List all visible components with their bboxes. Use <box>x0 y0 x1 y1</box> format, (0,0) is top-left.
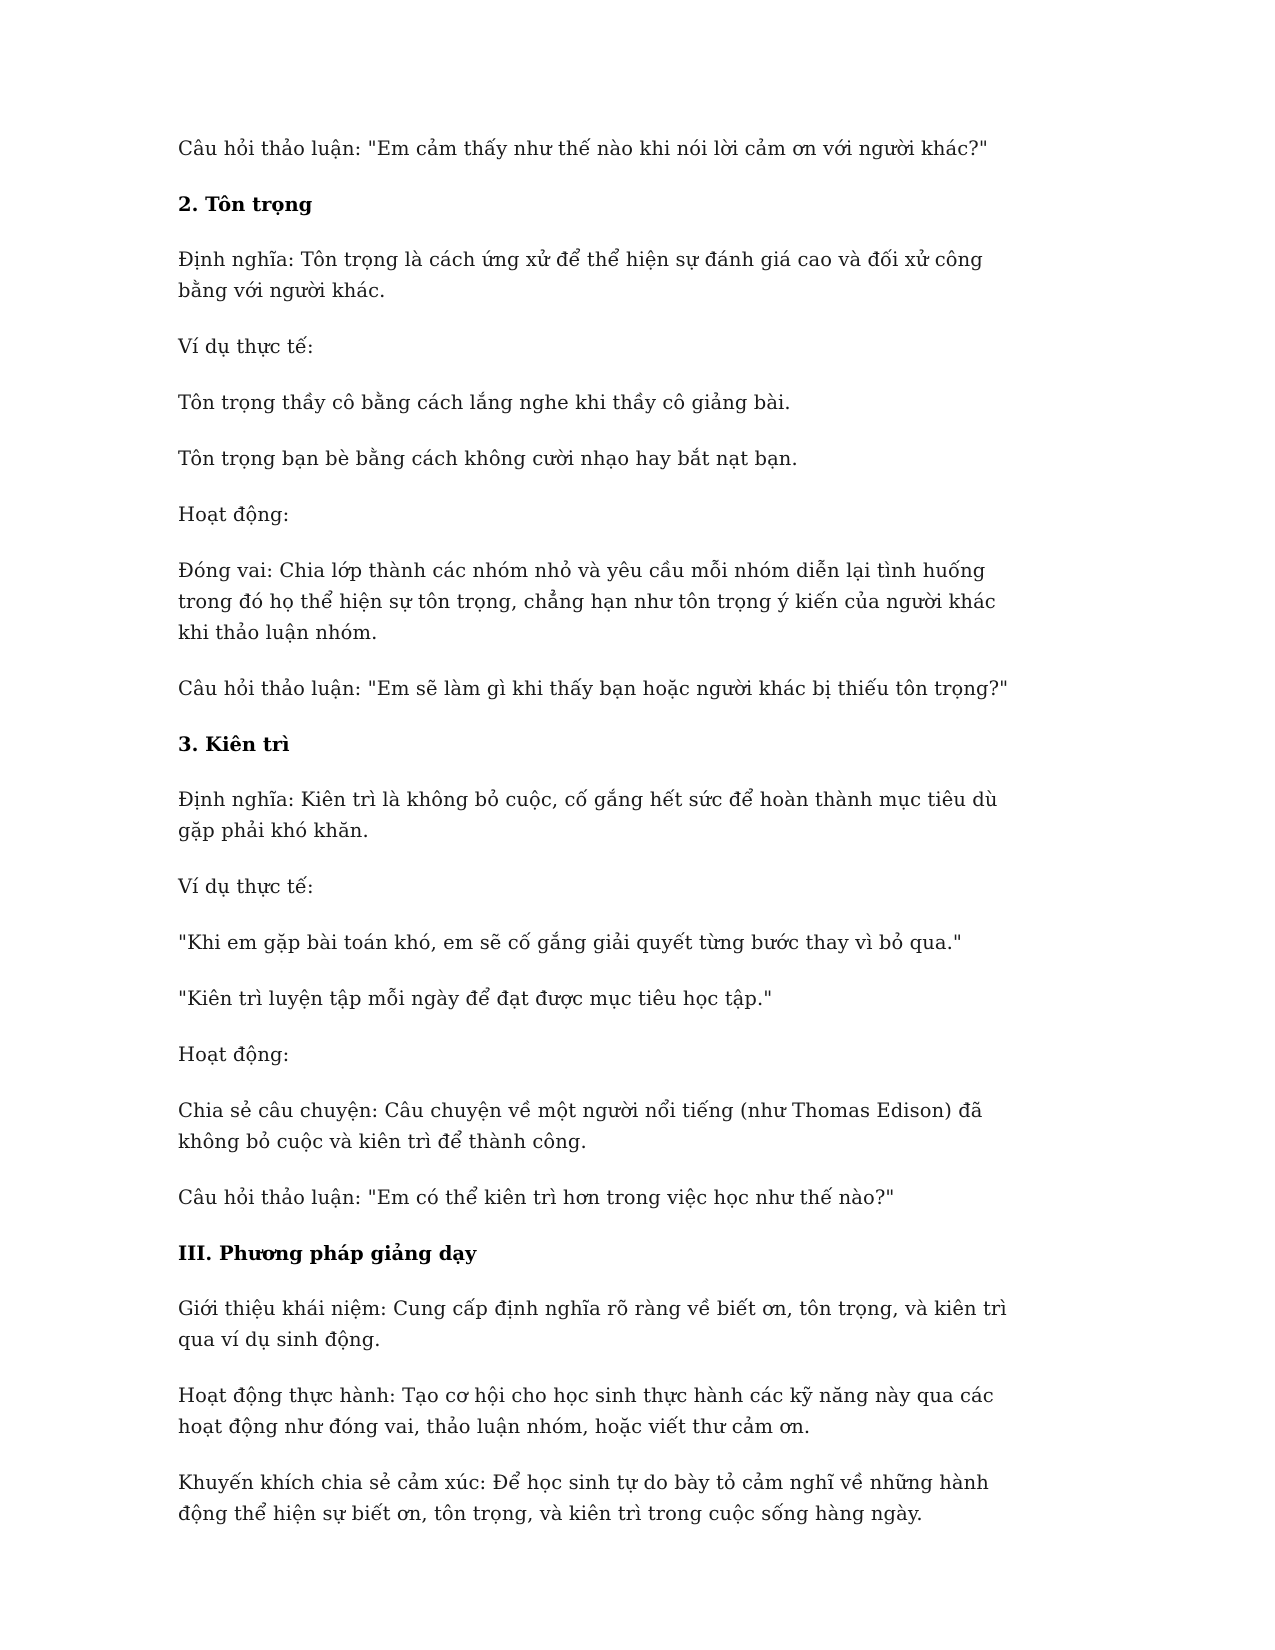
heading-section-3-kien-tri: 3. Kiên trì <box>178 733 290 756</box>
paragraph-definition-perseverance: Định nghĩa: Kiên trì là không bỏ cuộc, cố gắng hết sức để hoàn thành mục tiêu dù gặp phải khó khăn. <box>178 788 998 842</box>
paragraph-activity-story-sharing: Chia sẻ câu chuyện: Câu chuyện về một người nổi tiếng (như Thomas Edison) đã không bỏ cuộc và kiên trì để thành công. <box>178 1099 983 1153</box>
paragraph-discussion-question-gratitude: Câu hỏi thảo luận: "Em cảm thấy như thế nào khi nói lời cảm ơn với người khác?" <box>178 137 988 160</box>
heading-section-2-ton-trong: 2. Tôn trọng <box>178 193 313 216</box>
paragraph-example-perseverance-math: "Khi em gặp bài toán khó, em sẽ cố gắng giải quyết từng bước thay vì bỏ qua." <box>178 931 962 954</box>
paragraph-method-encourage-sharing: Khuyến khích chia sẻ cảm xúc: Để học sinh tự do bày tỏ cảm nghĩ về những hành động thể hiện sự biết ơn, tôn trọng, và kiên trì trong cuộc sống hàng ngày. <box>178 1471 989 1525</box>
paragraph-label-examples-respect: Ví dụ thực tế: <box>178 335 314 358</box>
paragraph-discussion-question-respect: Câu hỏi thảo luận: "Em sẽ làm gì khi thấy bạn hoặc người khác bị thiếu tôn trọng?" <box>178 677 1009 700</box>
paragraph-discussion-question-perseverance: Câu hỏi thảo luận: "Em có thể kiên trì hơn trong việc học như thế nào?" <box>178 1186 895 1209</box>
heading-section-3-phuong-phap-giang-day: III. Phương pháp giảng dạy <box>178 1242 477 1265</box>
paragraph-example-respect-friends: Tôn trọng bạn bè bằng cách không cười nhạo hay bắt nạt bạn. <box>178 447 798 470</box>
paragraph-method-practice-activities: Hoạt động thực hành: Tạo cơ hội cho học sinh thực hành các kỹ năng này qua các hoạt động như đóng vai, thảo luận nhóm, hoặc viết thư cảm ơn. <box>178 1384 994 1438</box>
paragraph-label-activity-respect: Hoạt động: <box>178 503 290 526</box>
paragraph-definition-respect: Định nghĩa: Tôn trọng là cách ứng xử để thể hiện sự đánh giá cao và đối xử công bằng với người khác. <box>178 248 983 302</box>
paragraph-label-activity-perseverance: Hoạt động: <box>178 1043 290 1066</box>
paragraph-method-introduce-concepts: Giới thiệu khái niệm: Cung cấp định nghĩa rõ ràng về biết ơn, tôn trọng, và kiên trì qua ví dụ sinh động. <box>178 1297 1007 1351</box>
paragraph-example-perseverance-practice: "Kiên trì luyện tập mỗi ngày để đạt được mục tiêu học tập." <box>178 987 773 1010</box>
paragraph-example-respect-teacher: Tôn trọng thầy cô bằng cách lắng nghe khi thầy cô giảng bài. <box>178 391 791 414</box>
paragraph-label-examples-perseverance: Ví dụ thực tế: <box>178 875 314 898</box>
paragraph-activity-roleplay-respect: Đóng vai: Chia lớp thành các nhóm nhỏ và yêu cầu mỗi nhóm diễn lại tình huống trong đó họ thể hiện sự tôn trọng, chẳng hạn như tôn trọng ý kiến của người khác khi thảo luận nhóm. <box>178 559 996 644</box>
document-body <box>178 133 1018 1529</box>
